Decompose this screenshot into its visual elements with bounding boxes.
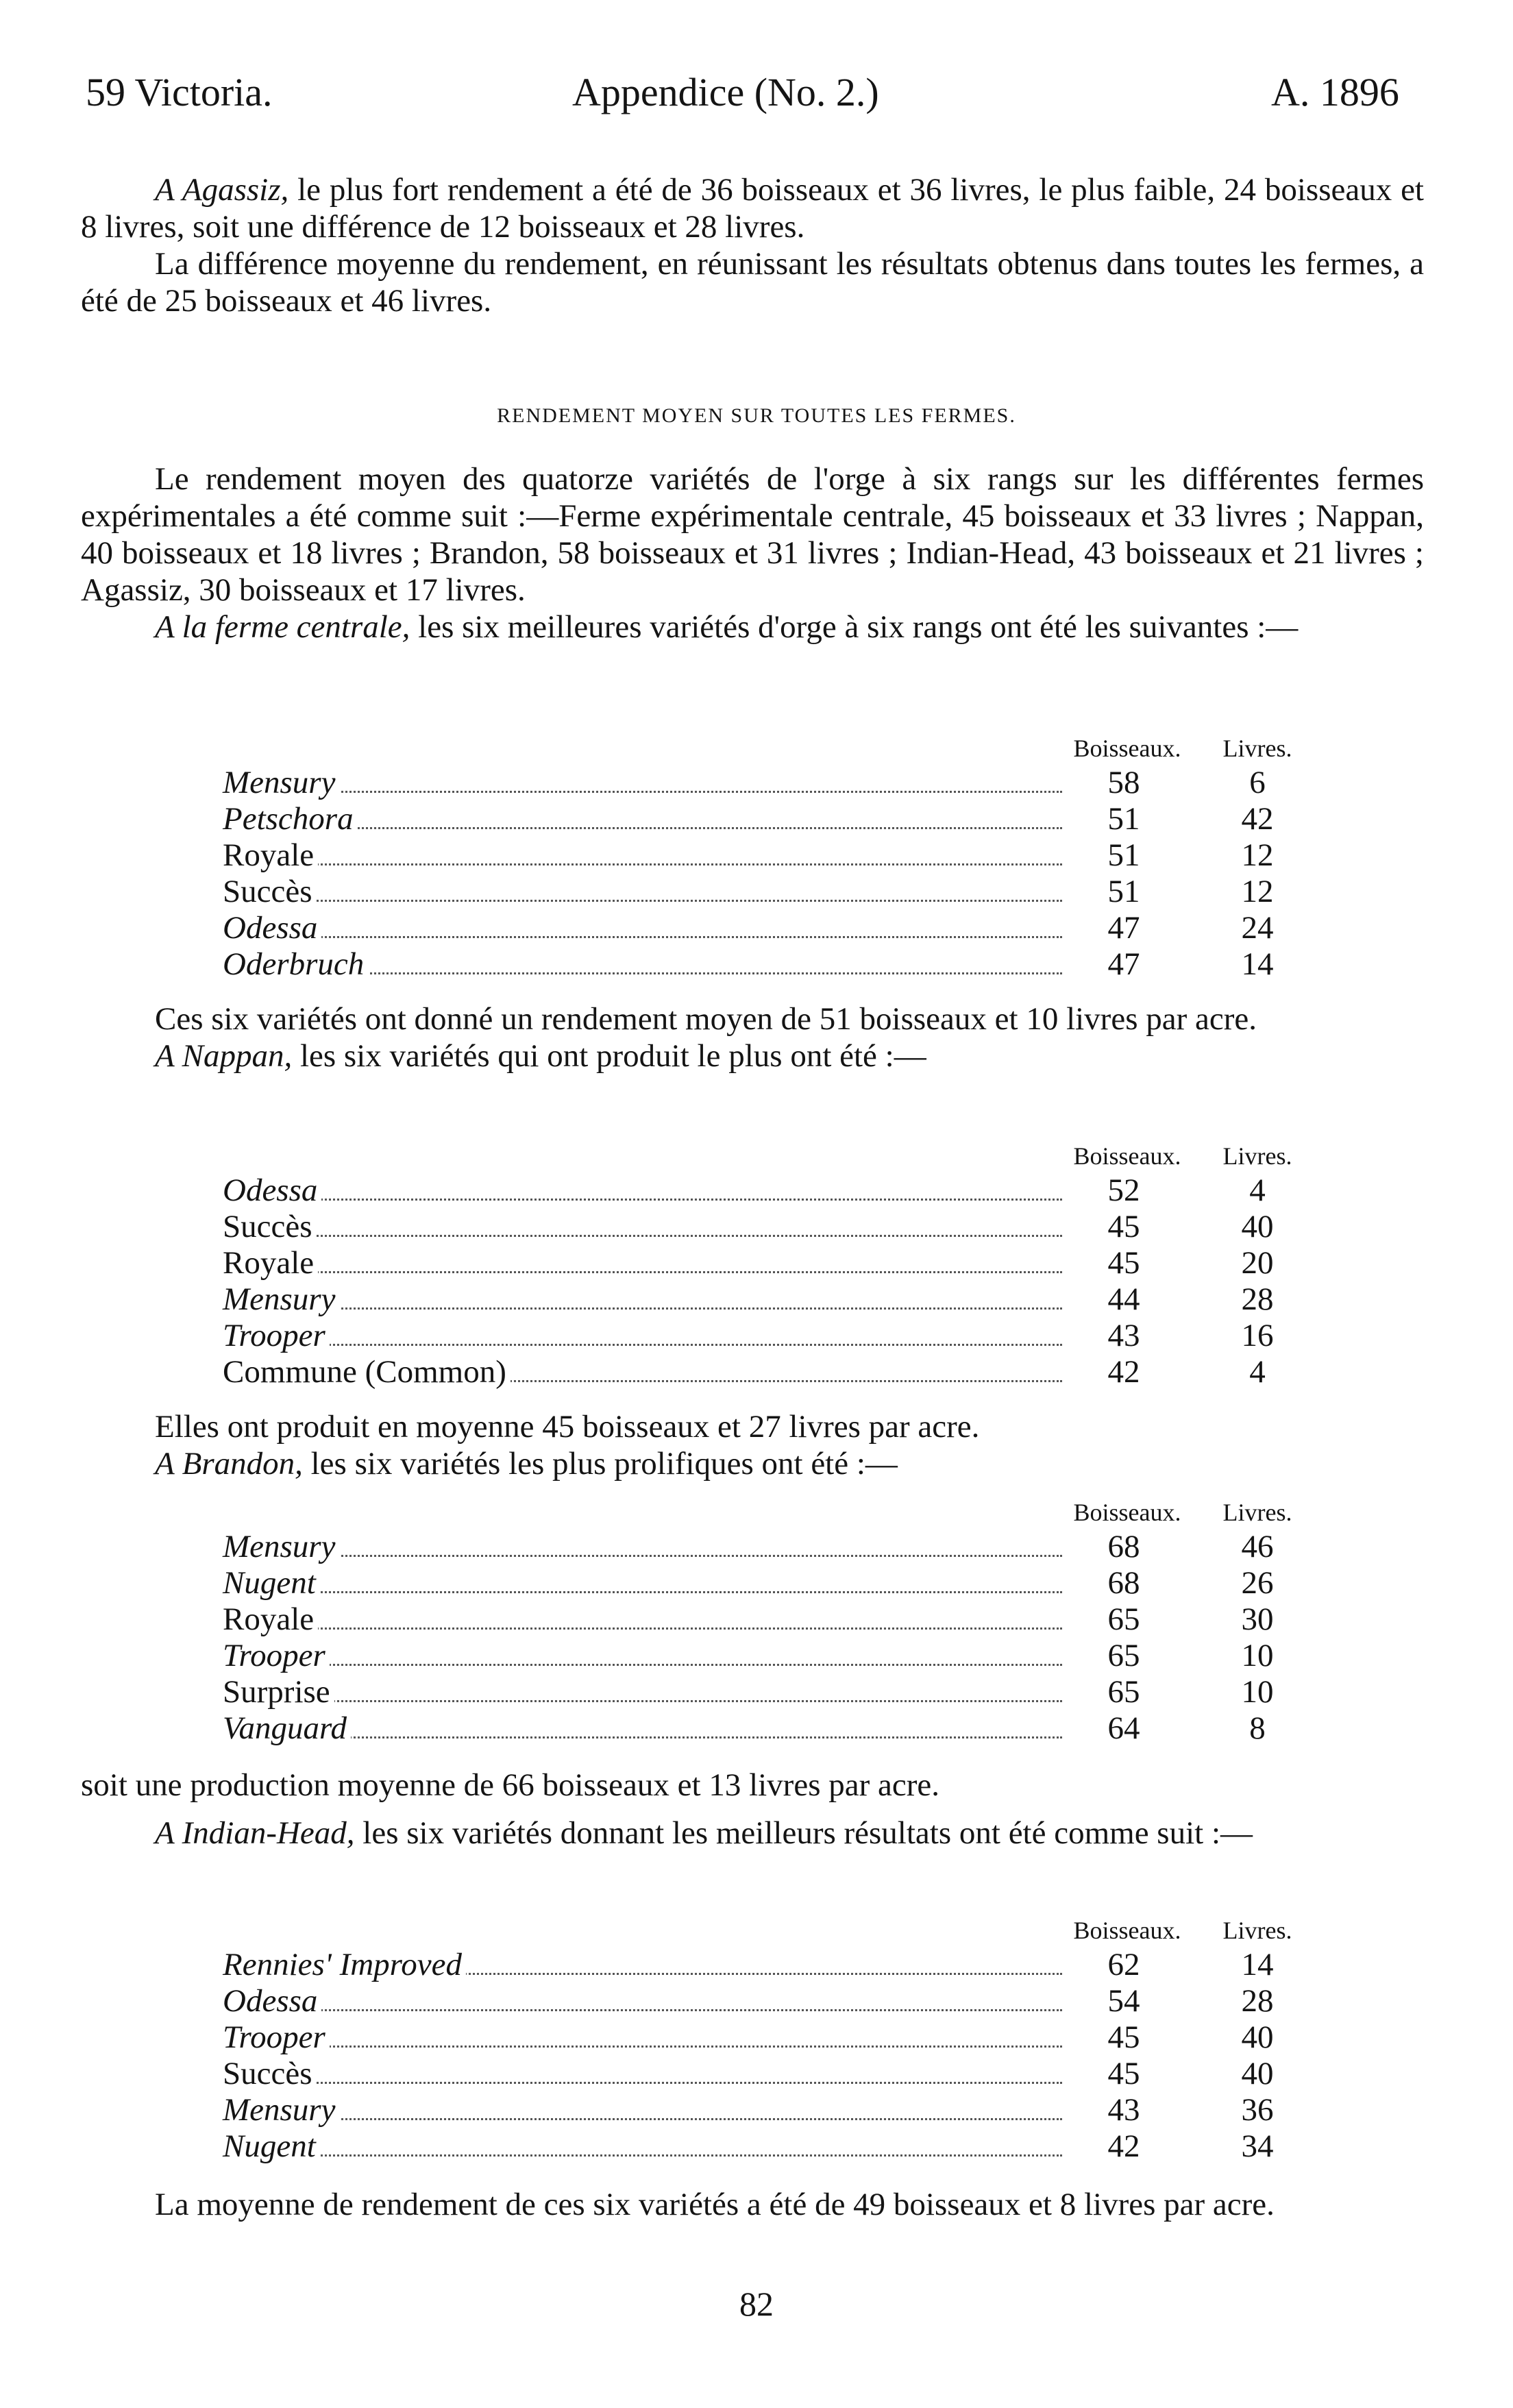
indian-intro-block: [81, 1815, 1424, 1852]
livres-value: 4: [1249, 1354, 1266, 1390]
variety-label: Surprise: [223, 1674, 334, 1710]
variety-name: [223, 2128, 320, 2165]
dot-leader: [223, 873, 1062, 902]
variety-name: [223, 1281, 339, 1318]
dot-leader: [223, 1281, 1062, 1310]
central-intro: A la ferme centrale, les six meilleures variétés d'orge à six rangs ont été les suivantes :—: [155, 609, 1299, 645]
variety-name: [223, 2091, 339, 2128]
table-row: [223, 1673, 1319, 1710]
boisseaux-value: 68: [1107, 1529, 1140, 1564]
table-row: [223, 1281, 1319, 1317]
average-block: [81, 460, 1424, 646]
variety-label: Trooper: [223, 2019, 330, 2055]
variety-label: Rennies' Improved: [223, 1947, 466, 1982]
dot-leader: [223, 2128, 1062, 2157]
variety-label: Succès: [223, 874, 317, 909]
variety-name: [223, 1564, 320, 1601]
variety-name: [223, 837, 318, 874]
variety-name: [223, 1673, 334, 1710]
boisseaux-value: 47: [1107, 946, 1140, 982]
table-nappan: [223, 1138, 1319, 1390]
livres-value: 10: [1241, 1674, 1274, 1710]
boisseaux-value: 51: [1107, 801, 1140, 837]
livres-value: 12: [1241, 874, 1274, 909]
variety-name: [223, 1710, 351, 1747]
variety-label: Mensury: [223, 2092, 339, 2128]
boisseaux-value: 45: [1107, 2019, 1140, 2055]
table-row: [223, 2019, 1319, 2055]
col-livres: Livres.: [1222, 1499, 1292, 1526]
table-row: [223, 2128, 1319, 2164]
boisseaux-value: 54: [1107, 1983, 1140, 2019]
dot-leader: [223, 1637, 1062, 1666]
variety-label: Mensury: [223, 1281, 339, 1317]
table-row: [223, 1244, 1319, 1281]
variety-name: [223, 909, 321, 946]
col-boisseaux: Boisseaux.: [1073, 735, 1181, 762]
variety-name: [223, 800, 358, 837]
table-row: [223, 1601, 1319, 1637]
variety-name: [223, 1637, 330, 1674]
table-central: [223, 730, 1319, 982]
table-rows: [223, 764, 1319, 982]
variety-label: Odessa: [223, 1983, 321, 2019]
intro-block: [81, 171, 1424, 319]
brandon-intro: A Brandon, les six variétés les plus prolifiques ont été :—: [155, 1446, 898, 1482]
livres-value: 6: [1249, 765, 1266, 800]
dot-leader: [223, 909, 1062, 938]
boisseaux-value: 62: [1107, 1947, 1140, 1982]
central-summary-block: [81, 1000, 1424, 1074]
livres-value: 46: [1241, 1529, 1274, 1564]
variety-label: Nugent: [223, 1565, 320, 1601]
table-header: [223, 1912, 1319, 1946]
boisseaux-value: 52: [1107, 1172, 1140, 1208]
livres-value: 14: [1241, 946, 1274, 982]
dot-leader: [223, 1244, 1062, 1273]
boisseaux-value: 64: [1107, 1710, 1140, 1746]
variety-label: Odessa: [223, 1172, 321, 1208]
livres-value: 20: [1241, 1245, 1274, 1281]
table-row: [223, 1528, 1319, 1564]
boisseaux-value: 51: [1107, 837, 1140, 873]
intro-paragraph-agassiz: A Agassiz, le plus fort rendement a été de 36 boisseaux et 36 livres, le plus faible, 24 boisseaux et 8 livres, soit une différence de 12 boisseaux et 28 livres.: [81, 172, 1424, 245]
dot-leader: [223, 2019, 1062, 2048]
table-row: [223, 837, 1319, 873]
variety-name: [223, 1317, 330, 1354]
livres-value: 10: [1241, 1638, 1274, 1673]
boisseaux-value: 42: [1107, 1354, 1140, 1390]
livres-value: 24: [1241, 910, 1274, 946]
variety-name: [223, 1172, 321, 1209]
table-row: [223, 1208, 1319, 1244]
col-livres: Livres.: [1222, 1917, 1292, 1944]
table-header: [223, 730, 1319, 764]
table-header: [223, 1494, 1319, 1528]
table-row: [223, 1710, 1319, 1746]
table-row: [223, 1946, 1319, 1982]
table-row: [223, 2091, 1319, 2128]
header-session: 59 Victoria.: [86, 70, 273, 114]
variety-label: Royale: [223, 837, 318, 873]
livres-value: 30: [1241, 1601, 1274, 1637]
variety-name: [223, 1353, 511, 1390]
table-row: [223, 1353, 1319, 1390]
table-row: [223, 909, 1319, 946]
table-row: [223, 800, 1319, 837]
variety-name: [223, 1946, 466, 1983]
variety-label: Trooper: [223, 1638, 330, 1673]
livres-value: 28: [1241, 1983, 1274, 2019]
dot-leader: [223, 1564, 1062, 1593]
indian-summary: La moyenne de rendement de ces six variétés a été de 49 boisseaux et 8 livres par acre.: [155, 2187, 1275, 2222]
boisseaux-value: 65: [1107, 1638, 1140, 1673]
table-brandon: [223, 1494, 1319, 1746]
livres-value: 34: [1241, 2128, 1274, 2164]
variety-name: [223, 2055, 317, 2092]
dot-leader: [223, 1982, 1062, 2011]
indian-intro: A Indian-Head, les six variétés donnant les meilleurs résultats ont été comme suit :—: [155, 1815, 1253, 1851]
dot-leader: [223, 837, 1062, 865]
boisseaux-value: 68: [1107, 1565, 1140, 1601]
boisseaux-value: 44: [1107, 1281, 1140, 1317]
boisseaux-value: 45: [1107, 1209, 1140, 1244]
boisseaux-value: 51: [1107, 874, 1140, 909]
indian-summary-block: [81, 2186, 1424, 2223]
livres-value: 8: [1249, 1710, 1266, 1746]
col-boisseaux: Boisseaux.: [1073, 1142, 1181, 1170]
table-rows: [223, 1172, 1319, 1390]
variety-label: Odessa: [223, 910, 321, 946]
dot-leader: [223, 1208, 1062, 1237]
table-row: [223, 1982, 1319, 2019]
header-year: A. 1896: [1271, 70, 1399, 114]
dot-leader: [223, 1673, 1062, 1702]
boisseaux-value: 65: [1107, 1601, 1140, 1637]
table-row: [223, 1637, 1319, 1673]
col-livres: Livres.: [1222, 1142, 1292, 1170]
variety-name: [223, 1528, 339, 1565]
variety-label: Mensury: [223, 765, 339, 800]
variety-label: Vanguard: [223, 1710, 351, 1746]
table-header: [223, 1138, 1319, 1172]
livres-value: 40: [1241, 2056, 1274, 2091]
dot-leader: [223, 764, 1062, 793]
table-row: [223, 1172, 1319, 1208]
table-row: [223, 873, 1319, 909]
brandon-summary: soit une production moyenne de 66 boisseaux et 13 livres par acre.: [81, 1767, 939, 1803]
dot-leader: [223, 1528, 1062, 1557]
boisseaux-value: 58: [1107, 765, 1140, 800]
table-row: [223, 764, 1319, 800]
livres-value: 40: [1241, 1209, 1274, 1244]
table-row: [223, 1317, 1319, 1353]
average-paragraph: Le rendement moyen des quatorze variétés de l'orge à six rangs sur les différentes fermes expérimentales a été comme suit :—Ferme expérimentale centrale, 45 boisseaux et 33 livres ; Nappan, 40 boisseaux et 18 livres ; Brandon, 58 boisseaux et 31 livres ; Indian-Head, 43 boisseaux et 21 livres ; Agassiz, 30 boisseaux et 17 livres.: [81, 461, 1424, 608]
variety-name: [223, 1601, 318, 1638]
nappan-summary: Elles ont produit en moyenne 45 boisseaux et 27 livres par acre.: [155, 1409, 980, 1445]
variety-label: Nugent: [223, 2128, 320, 2164]
intro-paragraph-difference: La différence moyenne du rendement, en réunissant les résultats obtenus dans toutes les fermes, a été de 25 boisseaux et 46 livres.: [81, 246, 1424, 319]
variety-label: Commune (Common): [223, 1354, 511, 1390]
boisseaux-value: 65: [1107, 1674, 1140, 1710]
variety-name: [223, 1244, 318, 1281]
variety-name: [223, 946, 368, 983]
livres-value: 36: [1241, 2092, 1274, 2128]
running-header: [0, 70, 1513, 122]
variety-name: [223, 2019, 330, 2056]
variety-name: [223, 764, 339, 801]
livres-value: 12: [1241, 837, 1274, 873]
table-rows: [223, 1946, 1319, 2164]
brandon-summary-block: [81, 1767, 1424, 1804]
livres-value: 28: [1241, 1281, 1274, 1317]
variety-label: Trooper: [223, 1318, 330, 1353]
nappan-summary-block: [81, 1408, 1424, 1482]
variety-label: Petschora: [223, 801, 358, 837]
boisseaux-value: 43: [1107, 1318, 1140, 1353]
col-boisseaux: Boisseaux.: [1073, 1917, 1181, 1944]
boisseaux-value: 45: [1107, 2056, 1140, 2091]
variety-label: Royale: [223, 1601, 318, 1637]
page-number: 82: [739, 2285, 774, 2323]
table-row: [223, 1564, 1319, 1601]
col-boisseaux: Boisseaux.: [1073, 1499, 1181, 1526]
col-livres: Livres.: [1222, 735, 1292, 762]
table-rows: [223, 1528, 1319, 1746]
variety-name: [223, 1982, 321, 2019]
section-title: RENDEMENT MOYEN SUR TOUTES LES FERMES.: [497, 404, 1016, 427]
nappan-intro: A Nappan, les six variétés qui ont produit le plus ont été :—: [155, 1038, 926, 1074]
livres-value: 40: [1241, 2019, 1274, 2055]
variety-name: [223, 873, 317, 910]
livres-value: 42: [1241, 801, 1274, 837]
boisseaux-value: 45: [1107, 1245, 1140, 1281]
variety-label: Royale: [223, 1245, 318, 1281]
central-summary: Ces six variétés ont donné un rendement moyen de 51 boisseaux et 10 livres par acre.: [155, 1001, 1257, 1037]
boisseaux-value: 42: [1107, 2128, 1140, 2164]
dot-leader: [223, 1317, 1062, 1346]
boisseaux-value: 47: [1107, 910, 1140, 946]
dot-leader: [223, 2091, 1062, 2120]
variety-label: Mensury: [223, 1529, 339, 1564]
header-appendix: Appendice (No. 2.): [572, 70, 879, 114]
variety-label: Succès: [223, 2056, 317, 2091]
livres-value: 14: [1241, 1947, 1274, 1982]
variety-label: Succès: [223, 1209, 317, 1244]
dot-leader: [223, 1601, 1062, 1630]
table-row: [223, 946, 1319, 982]
livres-value: 16: [1241, 1318, 1274, 1353]
variety-label: Oderbruch: [223, 946, 368, 982]
table-row: [223, 2055, 1319, 2091]
dot-leader: [223, 2055, 1062, 2084]
table-indian-head: [223, 1912, 1319, 2164]
livres-value: 26: [1241, 1565, 1274, 1601]
variety-name: [223, 1208, 317, 1245]
boisseaux-value: 43: [1107, 2092, 1140, 2128]
livres-value: 4: [1249, 1172, 1266, 1208]
dot-leader: [223, 1172, 1062, 1201]
